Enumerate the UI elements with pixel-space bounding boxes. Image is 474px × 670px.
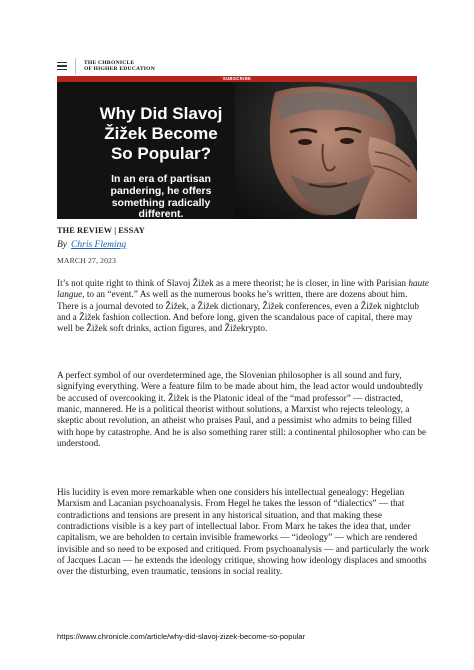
byline-by: By — [57, 240, 68, 250]
hero-title-line-1: Why Did Slavoj — [99, 104, 223, 123]
paragraph-3: His lucidity is even more remarkable when one considers his intellectual genealogy: Hegelian Marxism and Lacanian psychoanalysis. From Hegel he takes the lesson of “dialectics” — that contradictions and tensions are present in any historical situation, and that making these contradictions visible is a key part of intellectual labor. From Marx he takes the idea that, under capitalism, we are beholden to certain invisible frameworks — “ideology” — which are rendered invisible and so need to be exposed and critiqued. From psychoanalysis — and particularly the work of Jacques Lacan — he extends the ideology critique, showing how ideology displaces and smooths over the disturbing, even traumatic, tensions in social reality. — [57, 488, 429, 578]
hero-subtitle-line-2: pandering, he offers — [110, 184, 212, 197]
hamburger-menu-icon[interactable] — [57, 62, 67, 70]
header-divider — [75, 58, 76, 74]
publish-date: MARCH 27, 2023 — [57, 256, 117, 265]
hero-title-line-2: Žižek Become — [104, 124, 218, 143]
site-header — [57, 56, 417, 76]
author-link[interactable]: Chris Fleming — [71, 240, 127, 250]
hero-subtitle-line-1: In an era of partisan — [111, 173, 211, 185]
paragraph-2: A perfect symbol of our overdetermined age, the Slovenian philosopher is all sound and fury, signifying everything. Were a feature film to be made about him, the lead actor would undoubtedly be accused of overcooking it. Žižek is the Platonic ideal of the “mad professor” — distracted, manic, mannered. He is a political theorist without solutions, a Marxist who rejects teleology, a skeptic about revolution, an atheist who praises Paul, and a pessimist who admits to being filled with hope by catastrophe. And he is also something rarer still: a continental philosopher who can be understood. — [57, 371, 427, 450]
hero-subtitle-line-3: something radically — [111, 196, 211, 209]
article-kicker[interactable]: THE REVIEW | ESSAY — [57, 226, 145, 235]
portrait-photo — [235, 82, 417, 219]
logo-line-1: THE CHRONICLE — [84, 60, 135, 66]
hero-title — [71, 104, 251, 164]
paragraph-1-part-2: , to an “event.” As well as the numerous books he’s written, there are dozens about him. There is a journal devoted to Žižek, a Žižek dictionary, Žižek conferences, even a Žižek nightclub and a Žižek fashion collection. And before long, given the scandalous pace of capital, there may well be Žižek soft drinks, action figures, and Žižekrypto. — [57, 290, 420, 335]
footer-url[interactable]: https://www.chronicle.com/article/why-did-slavoj-zizek-become-so-popular — [57, 632, 306, 641]
subscribe-bar[interactable]: SUBSCRIBE — [57, 76, 417, 82]
byline — [57, 240, 126, 250]
hero-subtitle-line-4: different. — [138, 208, 184, 219]
paragraph-1-part-1: It’s not quite right to think of Slavoj Žižek as a mere theorist; he is closer, in line with Parisian — [57, 279, 409, 289]
chronicle-logo[interactable] — [84, 60, 155, 72]
hero-banner — [57, 82, 417, 219]
logo-line-2: OF HIGHER EDUCATION — [84, 66, 155, 72]
hero-subtitle — [79, 174, 243, 219]
paragraph-1-italic: haute langue — [57, 279, 429, 301]
paragraph-1 — [57, 279, 429, 336]
hero-title-line-3: So Popular? — [110, 144, 212, 163]
